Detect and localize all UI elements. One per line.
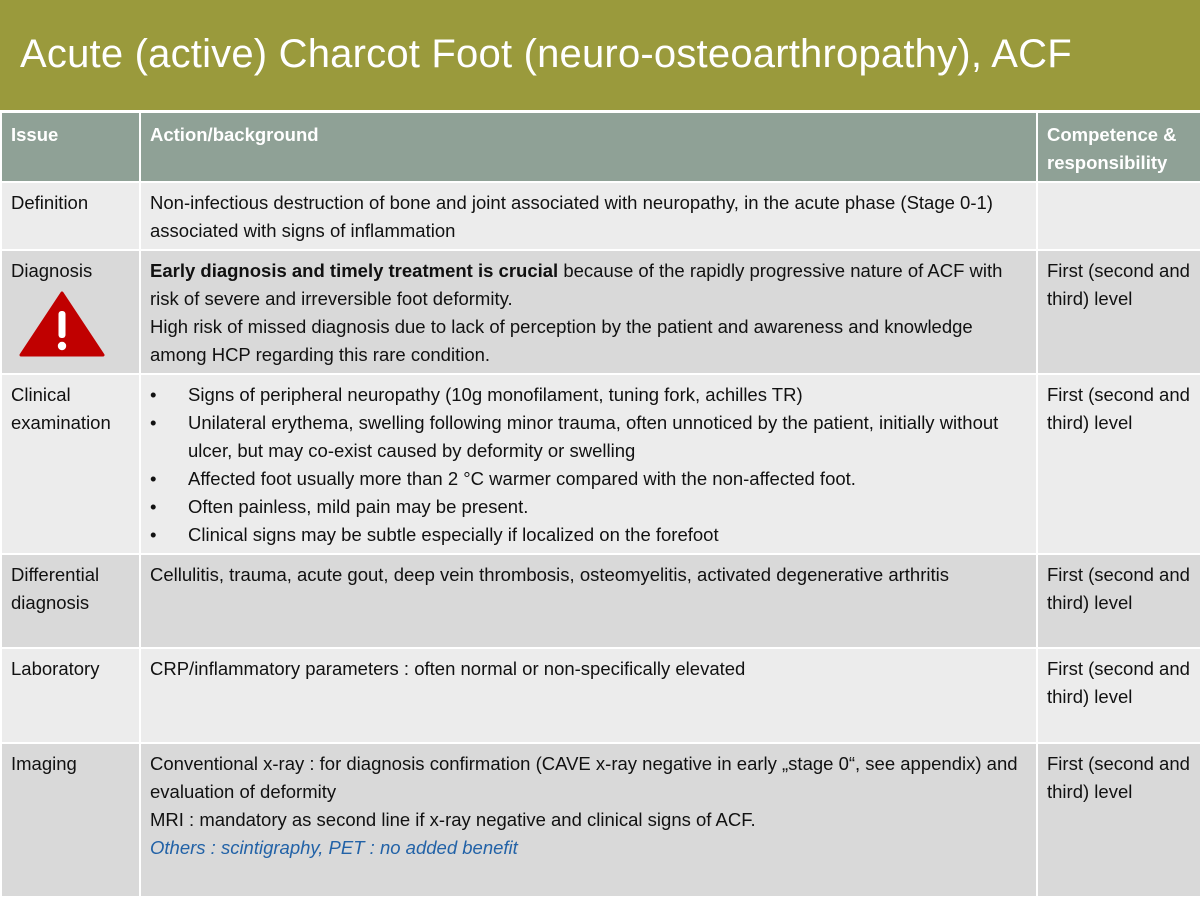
table-row-clinical-examination bbox=[1, 374, 1200, 554]
diagnosis-action bbox=[140, 250, 1037, 374]
bullet-icon: • bbox=[150, 496, 157, 517]
list-item bbox=[150, 465, 1028, 493]
clinical-competence: First (second and third) level bbox=[1037, 374, 1200, 554]
imaging-competence: First (second and third) level bbox=[1037, 743, 1200, 897]
diagnosis-action-rest: because of the rapidly progressive nature of ACF with risk of severe and irreversible foot deformity. bbox=[150, 260, 1003, 309]
bullet-icon: • bbox=[150, 524, 157, 545]
bullet-text: Clinical signs may be subtle especially if localized on the forefoot bbox=[188, 524, 719, 545]
header-action: Action/background bbox=[140, 112, 1037, 182]
diagnosis-issue: Diagnosis bbox=[11, 260, 93, 281]
differential-issue: Differential diagnosis bbox=[1, 554, 140, 648]
definition-action: Non-infectious destruction of bone and joint associated with neuropathy, in the acute phase (Stage 0-1) associated with signs of inflammation bbox=[140, 182, 1037, 250]
imaging-line-xray: Conventional x-ray : for diagnosis confirmation (CAVE x-ray negative in early „stage 0“, see appendix) and evaluation of deformity bbox=[150, 753, 1018, 802]
guideline-table bbox=[0, 111, 1200, 898]
diagnosis-competence: First (second and third) level bbox=[1037, 250, 1200, 374]
clinical-bullet-list bbox=[150, 381, 1028, 549]
list-item bbox=[150, 409, 1028, 465]
imaging-issue: Imaging bbox=[1, 743, 140, 897]
list-item bbox=[150, 521, 1028, 549]
laboratory-competence: First (second and third) level bbox=[1037, 648, 1200, 743]
clinical-action bbox=[140, 374, 1037, 554]
bullet-text: Affected foot usually more than 2 °C warmer compared with the non-affected foot. bbox=[188, 468, 856, 489]
laboratory-issue: Laboratory bbox=[1, 648, 140, 743]
differential-action: Cellulitis, trauma, acute gout, deep vein thrombosis, osteomyelitis, activated degenerative arthritis bbox=[140, 554, 1037, 648]
warning-triangle-icon bbox=[19, 291, 105, 357]
page-title: Acute (active) Charcot Foot (neuro-osteoarthropathy), ACF bbox=[20, 32, 1072, 76]
table-header-row bbox=[1, 112, 1200, 182]
imaging-line-others: Others : scintigraphy, PET : no added benefit bbox=[150, 837, 518, 858]
bullet-icon: • bbox=[150, 468, 157, 489]
imaging-action bbox=[140, 743, 1037, 897]
table-row-diagnosis bbox=[1, 250, 1200, 374]
diagnosis-emphasis: Early diagnosis and timely treatment is crucial bbox=[150, 260, 559, 281]
differential-competence: First (second and third) level bbox=[1037, 554, 1200, 648]
list-item bbox=[150, 381, 1028, 409]
bullet-icon: • bbox=[150, 384, 157, 405]
definition-issue: Definition bbox=[1, 182, 140, 250]
definition-competence bbox=[1037, 182, 1200, 250]
diagnosis-action-para2: High risk of missed diagnosis due to lack of perception by the patient and awareness and knowledge among HCP regarding this rare condition. bbox=[150, 316, 973, 365]
imaging-line-mri: MRI : mandatory as second line if x-ray negative and clinical signs of ACF. bbox=[150, 809, 756, 830]
table-row-imaging bbox=[1, 743, 1200, 897]
bullet-text: Signs of peripheral neuropathy (10g monofilament, tuning fork, achilles TR) bbox=[188, 384, 803, 405]
bullet-text: Often painless, mild pain may be present. bbox=[188, 496, 529, 517]
table-row-differential-diagnosis bbox=[1, 554, 1200, 648]
list-item bbox=[150, 493, 1028, 521]
clinical-issue: Clinical examination bbox=[1, 374, 140, 554]
bullet-text: Unilateral erythema, swelling following minor trauma, often unnoticed by the patient, initially without ulcer, but may co-exist caused by deformity or swelling bbox=[188, 412, 999, 461]
laboratory-action: CRP/inflammatory parameters : often normal or non-specifically elevated bbox=[140, 648, 1037, 743]
diagnosis-issue-cell bbox=[1, 250, 140, 374]
table-row-definition bbox=[1, 182, 1200, 250]
bullet-icon: • bbox=[150, 412, 157, 433]
header-issue: Issue bbox=[1, 112, 140, 182]
table-row-laboratory bbox=[1, 648, 1200, 743]
diagnosis-action-para1 bbox=[150, 257, 1028, 313]
header-competence: Competence & responsibility bbox=[1037, 112, 1200, 182]
title-bar bbox=[0, 0, 1200, 110]
